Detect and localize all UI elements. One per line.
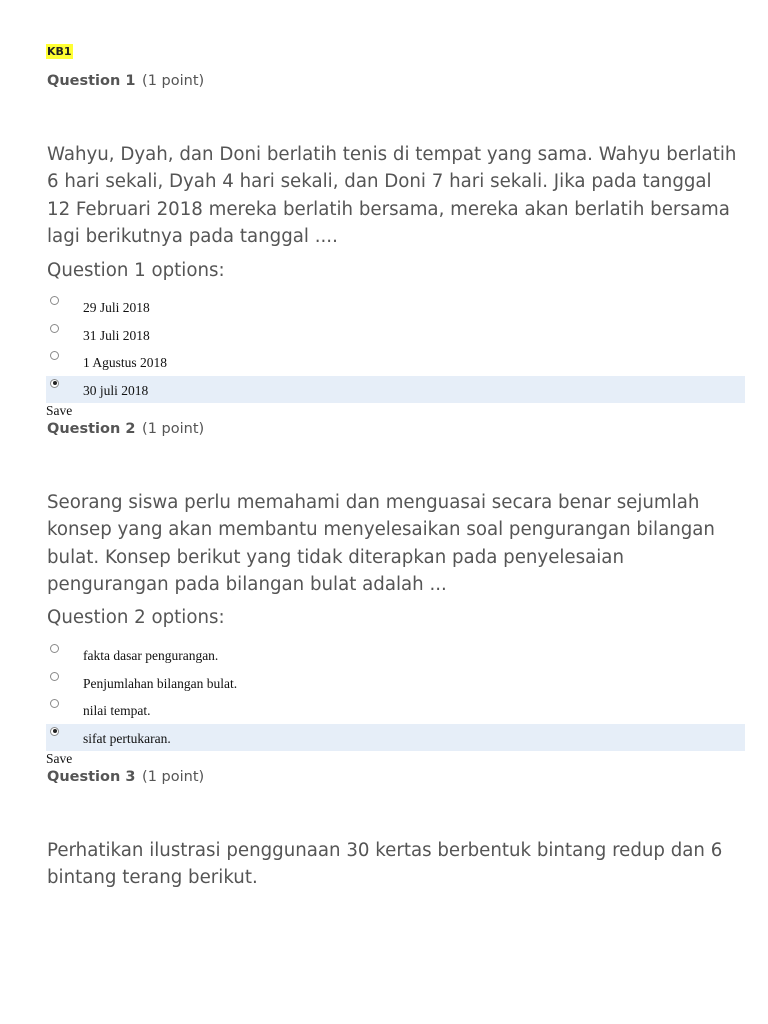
- section-tag: KB1: [47, 45, 72, 58]
- radio-button[interactable]: [50, 672, 59, 681]
- question-1-text: Wahyu, Dyah, dan Doni berlatih tenis di tempat yang sama. Wahyu berlatih 6 hari sekali, Dyah 4 hari sekali, dan Doni 7 hari sekali. Jika pada tanggal 12 Februari 2018 mereka berlatih bersama, mereka akan berlatih bersama lagi berikutnya pada tanggal ....: [47, 144, 737, 247]
- option-label: 31 Juli 2018: [83, 327, 150, 343]
- option-label: fakta dasar pengurangan.: [83, 648, 219, 663]
- question-1-option[interactable]: [46, 293, 745, 321]
- option-label: Penjumlahan bilangan bulat.: [83, 675, 238, 691]
- radio-button[interactable]: [50, 644, 59, 653]
- question-1-option-selected[interactable]: [46, 376, 745, 404]
- question-1-option[interactable]: [46, 348, 745, 376]
- option-label: 1 Agustus 2018: [83, 355, 168, 370]
- question-1-options-heading: Question 1 options:: [47, 260, 225, 281]
- question-2-option[interactable]: [46, 641, 745, 669]
- question-2-option[interactable]: [46, 669, 745, 697]
- question-2-options: [46, 641, 745, 751]
- radio-button-checked[interactable]: [50, 727, 59, 736]
- save-button[interactable]: Save: [46, 403, 73, 418]
- question-2-points: (1 point): [142, 421, 205, 437]
- question-2-option[interactable]: [46, 696, 745, 724]
- question-1-option[interactable]: [46, 321, 745, 349]
- option-label: 30 juli 2018: [83, 382, 149, 398]
- question-1-options: [46, 293, 745, 403]
- question-3-title: Question 3: [47, 769, 136, 785]
- question-2-options-heading: Question 2 options:: [47, 607, 225, 628]
- option-label: sifat pertukaran.: [83, 730, 171, 746]
- radio-button[interactable]: [50, 324, 59, 333]
- question-1-heading: [47, 72, 204, 90]
- question-3-points: (1 point): [142, 769, 205, 785]
- question-2-option-selected[interactable]: [46, 724, 745, 752]
- option-label: nilai tempat.: [83, 703, 151, 718]
- radio-button[interactable]: [50, 296, 59, 305]
- radio-button-checked[interactable]: [50, 379, 59, 388]
- option-label: 29 Juli 2018: [83, 300, 150, 315]
- radio-button[interactable]: [50, 351, 59, 360]
- save-button[interactable]: Save: [46, 751, 73, 766]
- question-3-heading: [47, 768, 204, 786]
- question-1-title: Question 1: [47, 73, 136, 89]
- question-2-heading: [47, 420, 204, 438]
- radio-button[interactable]: [50, 699, 59, 708]
- question-3-text: Perhatikan ilustrasi penggunaan 30 kertas berbentuk bintang redup dan 6 bintang terang berikut.: [47, 840, 723, 889]
- question-1-points: (1 point): [142, 73, 205, 89]
- question-2-title: Question 2: [47, 421, 136, 437]
- question-2-text: Seorang siswa perlu memahami dan menguasai secara benar sejumlah konsep yang akan membantu menyelesaikan soal pengurangan bilangan bulat. Konsep berikut yang tidak diterapkan pada penyelesaian pengurangan pada bilangan bulat adalah ...: [47, 492, 715, 595]
